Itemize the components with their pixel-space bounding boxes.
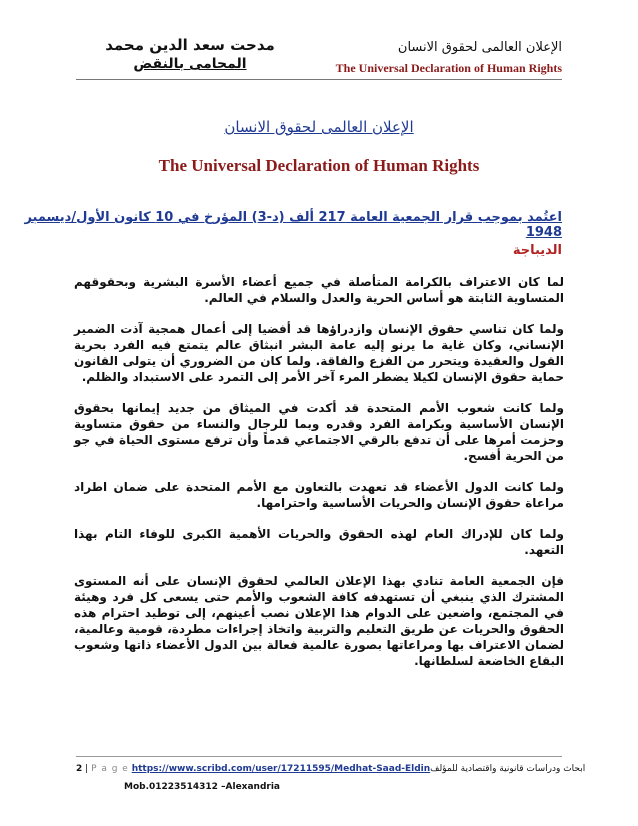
paragraph: ولما كانت شعوب الأمم المتحدة قد أكدت في الميثاق من جديد إيمانها بحقوق الإنسان الأساسية وبكرامة الفرد وقدره وبما للرجال والنساء من حقوق متساوية وحزمت أمرها على أن تدفع بالرقي الاجتماعي قدماً وأن ترفع مستوى الحياة في جو من الحرية أفسح. — [74, 401, 564, 463]
scribd-link[interactable]: https://www.scribd.com/user/17211595/Medhat-Saad-Eldin — [131, 764, 431, 774]
footer-divider — [76, 756, 562, 757]
preamble-heading: الديباجة — [512, 243, 562, 258]
paragraph: ولما كان للإدراك العام لهذه الحقوق والحريات الأهمية الكبرى للوفاء التام بهذا التعهد. — [74, 527, 564, 557]
paragraph: ولما كانت الدول الأعضاء قد تعهدت بالتعاون مع الأمم المتحدة على ضمان اطراد مراعاة حقوق الإنسان والحريات الأساسية واحترامها. — [74, 480, 564, 510]
page-title-en: The Universal Declaration of Human Rights — [158, 156, 480, 175]
paragraph: ولما كان تناسي حقوق الإنسان وازدراؤها قد أفضيا إلى أعمال همجية آذت الضمير الإنساني، وكان غاية ما يرنو إليه عامة البشر انبثاق عالم يتمتع فيه الفرد بحرية القول والعقيدة ويتحرر من الفزع والفاقة. ولما كان من الضروري أن يتولى القانون حماية حقوق الإنسان لكيلا يضطر المرء آخر الأمر إلى التمرد على الاستبداد والظلم. — [74, 322, 564, 384]
paragraph: فإن الجمعية العامة تنادي بهذا الإعلان العالمي لحقوق الإنسان على أنه المستوى المشترك الذي ينبغي أن تستهدفه كافة الشعوب والأمم حتى يسعى كل فرد وهيئة في المجتمع، واضعين على الدوام هذا الإعلان نصب أعينهم، إلى توطيد احترام هذه الحقوق والحريات عن طريق التعليم والتربية واتخاذ إجراءات مطردة، قومية وعالمية، لضمان الاعتراف بها ومراعاتها بصورة عالمية فعالة بين الدول الأعضاء ذاتها وشعوب البقاع الخاضعة لسلطانها. — [74, 574, 564, 668]
header-doc-title — [336, 40, 562, 76]
header-divider — [76, 79, 562, 80]
preamble-body — [74, 274, 564, 684]
page-label: P a g e — [91, 764, 129, 774]
page-number: 2 — [76, 764, 83, 774]
header-title-ar: الإعلان العالمى لحقوق الانسان — [397, 40, 562, 55]
author-title: المحامى بالنقض — [133, 56, 247, 72]
adoption-note: اعتُمد بموجب قرار الجمعية العامة 217 ألف (د-3) المؤرخ في 10 كانون الأول/ديسمبر 1948 — [24, 210, 562, 240]
author-name: مدحت سعد الدين محمد — [105, 36, 275, 54]
header-title-en: The Universal Declaration of Human Rights — [335, 61, 562, 75]
page-title-ar: الإعلان العالمى لحقوق الانسان — [224, 118, 414, 136]
footer-line — [76, 764, 586, 774]
footer-arabic-note: ابحاث ودراسات قانونية واقتصادية للمؤلف — [430, 764, 586, 774]
contact-info: Mob.01223514312 –Alexandria — [124, 782, 280, 792]
author-block — [100, 36, 280, 72]
paragraph: لما كان الاعتراف بالكرامة المتأصلة في جميع أعضاء الأسرة البشرية وبحقوقهم المتساوية الثابتة هو أساس الحرية والعدل والسلام في العالم. — [74, 275, 564, 305]
footer-separator: | — [85, 764, 89, 774]
